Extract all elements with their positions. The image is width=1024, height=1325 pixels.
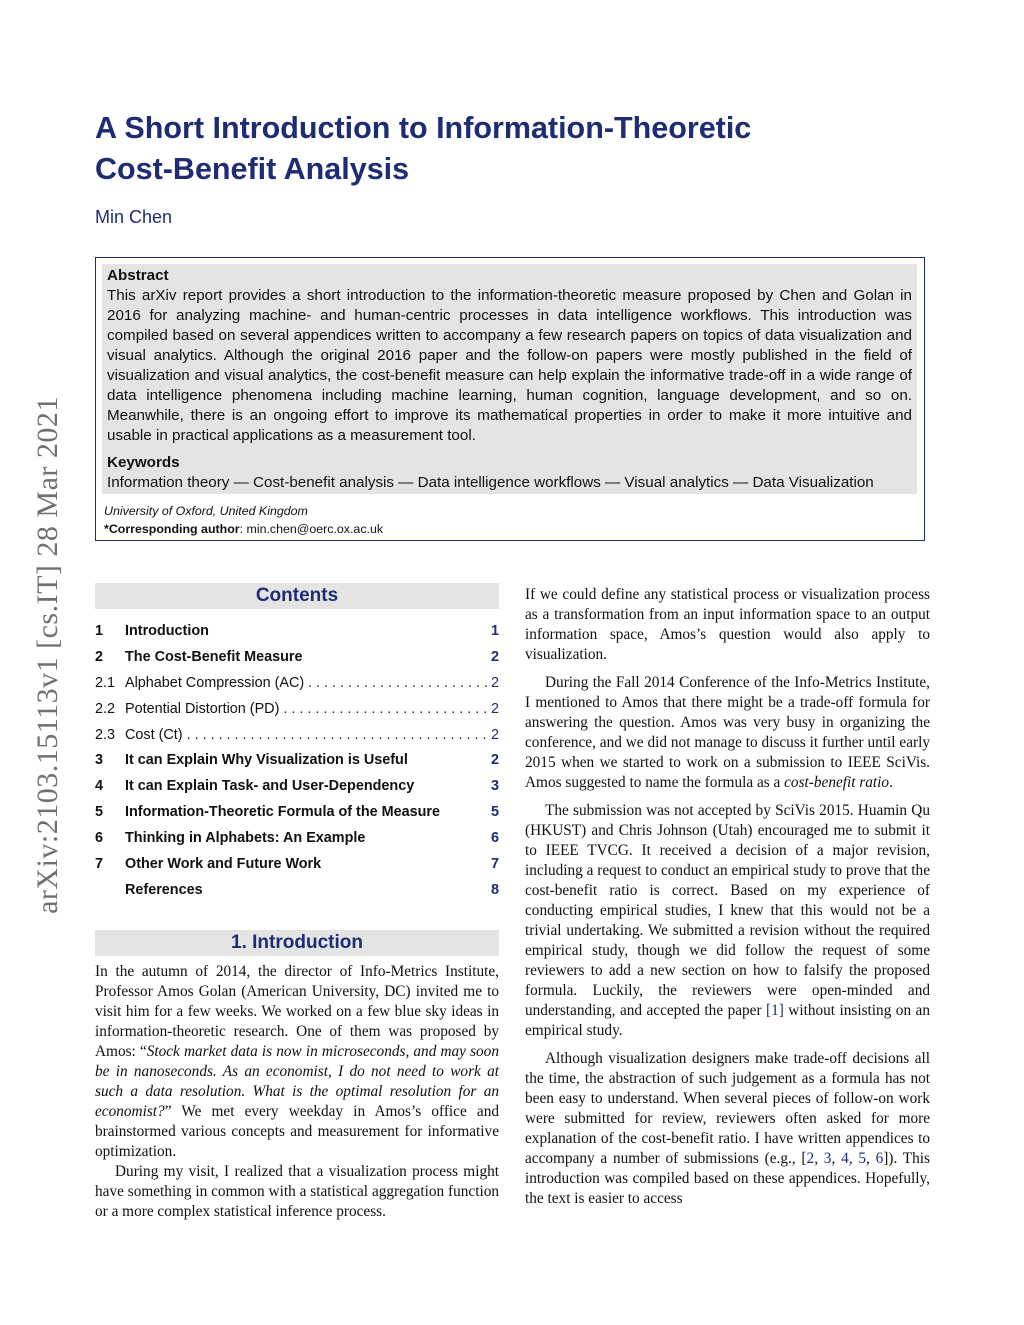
toc-entry-number: 6 — [95, 830, 104, 847]
corresponding-author — [104, 520, 383, 538]
toc-entry-page[interactable]: 5 — [490, 804, 499, 821]
title-line-2: Cost-Benefit Analysis — [95, 152, 410, 186]
toc-entry-page[interactable]: 6 — [490, 830, 499, 847]
intro-p1-text: In the autumn of 2014, the director of Info-Metrics Institute, Professor Amos Golan (American University, DC) invited me to visit him for a few weeks. We worked on a few blue sky ideas in information-theoretic research. One of them was proposed by Amos: “ — [95, 962, 499, 1060]
intro-paragraph-2: During my visit, I realized that a visualization process might have something in common with a statistical aggregation function or a more complex statistical inference process. — [95, 1162, 499, 1220]
toc-entry-number: 7 — [95, 856, 104, 873]
toc-leader — [187, 727, 487, 743]
toc-entry-title: Thinking in Alphabets: An Example — [125, 830, 366, 847]
toc-entry-page[interactable]: 2 — [490, 648, 499, 665]
toc-entry[interactable] — [95, 675, 499, 701]
toc-entry-title: The Cost-Benefit Measure — [125, 648, 303, 665]
introduction-body — [95, 962, 499, 1222]
toc-entry-title: Information-Theoretic Formula of the Measure — [125, 804, 441, 821]
right-paragraph-1: If we could define any statistical process or visualization process as a transformation from an input information space to an output information space, Amos’s question would also apply to visualization. — [525, 586, 930, 663]
toc-entry-page[interactable]: 2 — [490, 674, 499, 691]
toc-entry-page[interactable]: 1 — [490, 623, 499, 639]
author-name: Min Chen — [95, 207, 173, 227]
arxiv-stamp-text: arXiv:2103.15113v1 [cs.IT] 28 Mar 2021 — [31, 396, 65, 914]
right-p4-end: ]). This introduction was compiled based on these appendices. Hopefully, the text is easier to access — [525, 1150, 930, 1207]
citation-link[interactable]: 2 — [806, 1150, 815, 1167]
toc-leader — [308, 675, 487, 691]
corresponding-label: *Corresponding author — [104, 522, 240, 536]
table-of-contents — [95, 623, 499, 908]
toc-entry-number: 1 — [95, 623, 104, 639]
contents-heading: Contents — [95, 583, 499, 609]
toc-entry[interactable] — [95, 882, 499, 908]
toc-entry-title: Other Work and Future Work — [125, 856, 322, 873]
abstract-box — [95, 257, 925, 541]
toc-entry-number: 2 — [95, 648, 104, 665]
abstract-heading: Abstract — [107, 267, 169, 284]
toc-entry-number: 3 — [95, 752, 104, 769]
toc-entry-title: References — [125, 881, 203, 898]
right-p3-end: without insisting on an empirical study. — [525, 1002, 930, 1039]
title-line-1: A Short Introduction to Information-Theoretic — [95, 111, 752, 145]
keywords-heading: Keywords — [107, 454, 180, 471]
toc-leader — [283, 701, 487, 717]
toc-entry[interactable] — [95, 830, 499, 856]
toc-entry-page[interactable]: 2 — [490, 752, 499, 769]
citation-link[interactable]: [1] — [766, 1002, 784, 1019]
right-p2-end: . — [889, 774, 893, 791]
toc-entry-number: 5 — [95, 804, 104, 821]
toc-entry[interactable] — [95, 778, 499, 804]
keywords-text: Information theory — Cost-benefit analysis — Data intelligence workflows — Visual analytics — Data Visualization — [107, 474, 874, 491]
intro-paragraph-1 — [95, 962, 499, 1162]
toc-entry-number: 2.1 — [95, 674, 116, 691]
affiliation-block — [104, 502, 383, 538]
affiliation: University of Oxford, United Kingdom — [104, 504, 308, 518]
toc-entry[interactable] — [95, 752, 499, 778]
cost-benefit-ratio-term: cost-benefit ratio — [784, 774, 890, 791]
toc-entry[interactable] — [95, 727, 499, 753]
toc-entry[interactable] — [95, 623, 499, 649]
toc-entry-page[interactable]: 8 — [490, 881, 499, 898]
toc-entry-title: It can Explain Why Visualization is Useful — [125, 752, 408, 769]
right-paragraph-3 — [525, 801, 930, 1041]
toc-entry-page[interactable]: 2 — [490, 726, 499, 743]
toc-entry-title: Alphabet Compression (AC) — [125, 674, 305, 691]
right-p4-text: Although visualization designers make trade-off decisions all the time, the abstraction of such judgement as a formula has not been easy to understand. When several pieces of follow-on work were submitted for review, reviewers often asked for more explanation of the cost-benefit ratio. I have written appendices to accompany a number of submissions (e.g., [ — [525, 1050, 930, 1167]
toc-entry-title: Cost (Ct) — [125, 726, 183, 743]
right-column — [525, 585, 930, 1209]
right-column-body — [525, 585, 930, 1209]
abstract-panel — [102, 264, 917, 494]
toc-entry[interactable] — [95, 701, 499, 727]
toc-entry[interactable] — [95, 804, 499, 830]
toc-entry-title: It can Explain Task- and User-Dependency — [125, 778, 415, 795]
corresponding-email: : min.chen@oerc.ox.ac.uk — [239, 522, 384, 536]
left-column — [95, 583, 499, 1222]
citation-link[interactable]: 6 — [875, 1150, 884, 1167]
paper-title — [95, 108, 935, 190]
right-p3-text: The submission was not accepted by SciVis 2015. Huamin Qu (HKUST) and Chris Johnson (Utah) encouraged me to submit it to IEEE TVCG. It received a decision of a major revision, including a request to conduct an empirical study to prove that the cost-benefit ratio is correct. Based on my experience of conducting empirical studies, I knew that this would not be a trivial undertaking. We submitted a revision without the required empirical study, though we did follow the request of some reviewers to add a new section on how to falsify the proposed formula. Luckily, the reviewers were open-minded and understanding, and accepted the paper — [525, 802, 930, 1019]
amos-quote: Stock market data is now in microseconds, and may soon be in nanoseconds. As an economist, I do not need to work at such a data resolution. What is the optimal resolution for an economist? — [95, 1042, 499, 1120]
abstract-text: This arXiv report provides a short introduction to the information-theoretic measure proposed by Chen and Golan in 2016 for analyzing machine- and human-centric processes in data intelligence workflows. This introduction was compiled based on several appendices written to accompany a few research papers on topics of data visualization and visual analytics. Although the original 2016 paper and the follow-on papers were mostly published in the field of visualization and visual analytics, the cost-benefit measure can help explain the informative trade-off in a wide range of data intelligence phenomena including machine learning, human cognition, language development, and so on. Meanwhile, there is an ongoing effort to improve its mathematical properties in order to make it more intuitive and usable in practical applications as a measurement tool. — [107, 287, 912, 444]
toc-entry-title: Introduction — [125, 623, 209, 639]
introduction-heading: 1. Introduction — [95, 930, 499, 956]
toc-entry-number: 2.2 — [95, 700, 116, 717]
citation-link[interactable]: 4 — [841, 1150, 849, 1167]
toc-entry-page[interactable]: 3 — [490, 778, 499, 795]
citation-link[interactable]: 5 — [858, 1150, 866, 1167]
intro-p1-text-end: ” We met every weekday in Amos’s office and brainstormed various concepts and measurement for informative optimization. — [95, 1102, 499, 1160]
arxiv-identifier-stamp — [28, 370, 68, 940]
toc-entry-number: 2.3 — [95, 726, 116, 743]
right-paragraph-2 — [525, 673, 930, 793]
toc-entry-number: 4 — [95, 778, 104, 795]
toc-entry[interactable] — [95, 856, 499, 882]
toc-entry[interactable] — [95, 649, 499, 675]
toc-entry-page[interactable]: 2 — [490, 700, 499, 717]
right-p2-text: During the Fall 2014 Conference of the Info-Metrics Institute, I mentioned to Amos that there might be a trade-off formula for answering the question. Amos was very busy in organizing the conference, and we did not manage to discuss it further until early 2015 when we started to work on a submission to IEEE SciVis. Amos suggested to name the formula as a — [525, 674, 930, 791]
right-paragraph-4: Although visualization designers make trade-off decisions all the time, the abstraction of such judgement as a formula has not been easy to understand. When several pieces of follow-on work were submitted for review, reviewers often asked for more explanation of the cost-benefit ratio. I have written appendices to accompany a number of submissions (e.g., [2, 3, 4, 5, 6]). This introduction was compiled based on these appendices. Hopefully, the text is easier to access — [525, 1050, 930, 1207]
toc-entry-title: Potential Distortion (PD) — [125, 700, 280, 717]
citation-link[interactable]: 3 — [823, 1150, 832, 1167]
toc-entry-page[interactable]: 7 — [490, 856, 499, 873]
